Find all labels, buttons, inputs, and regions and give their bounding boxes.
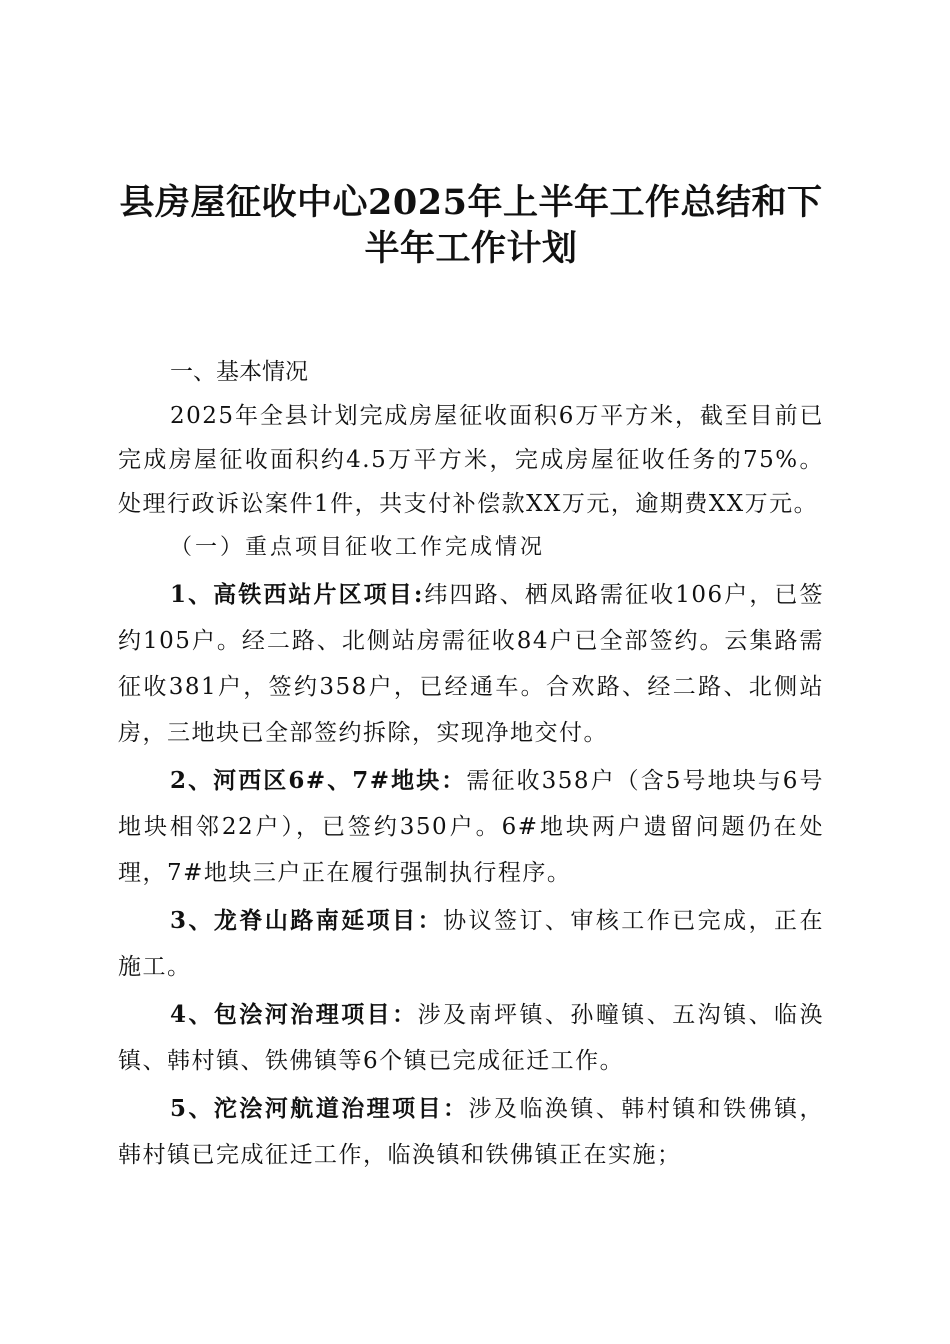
- project-item: [118, 758, 824, 896]
- project-item-lead: 1、高铁西站片区项目:: [170, 581, 424, 608]
- project-item-text: 协议签订、审核工作已完成，正在施工。: [118, 908, 824, 980]
- basic-situation-paragraph: 2025年全县计划完成房屋征收面积6万平方米，截至目前已完成房屋征收面积约4.5万平方米，完成房屋征收任务的75%。处理行政诉讼案件1件，共支付补偿款XX万元，逾期费XX万元。: [118, 403, 824, 517]
- project-item-lead: 2、河西区6#、7#地块：: [170, 767, 467, 794]
- project-item-text: 涉及临涣镇、韩村镇和铁佛镇，韩村镇已完成征迁工作，临涣镇和铁佛镇正在实施；: [118, 1096, 825, 1168]
- document-page: [118, 180, 824, 1178]
- project-item: [118, 992, 824, 1084]
- project-item: [118, 898, 824, 990]
- project-item-lead: 5、沱浍河航道治理项目：: [170, 1095, 469, 1122]
- project-item-text: 纬四路、栖凤路需征收106户，已签约105户。经二路、北侧站房需征收84户已全部签约。云集路需征收381户，签约358户，已经通车。合欢路、经二路、北侧站房，三地块已全部签约拆除，实现净地交付。: [118, 582, 824, 746]
- project-item: [118, 1086, 824, 1178]
- project-item-lead: 3、龙脊山路南延项目：: [170, 907, 444, 934]
- section-heading-basic-situation: 一、基本情况: [170, 359, 308, 385]
- project-item: [118, 572, 824, 756]
- project-item-lead: 4、包浍河治理项目：: [170, 1001, 418, 1028]
- project-item-text: 需征收358户（含5号地块与6号地块相邻22户），已签约350户。6#地块两户遗留问题仍在处理，7#地块三户正在履行强制执行程序。: [118, 768, 824, 886]
- subsection-heading-key-projects: （一）重点项目征收工作完成情况: [170, 535, 546, 560]
- project-item-text: 涉及南坪镇、孙疃镇、五沟镇、临涣镇、韩村镇、铁佛镇等6个镇已完成征迁工作。: [118, 1002, 825, 1074]
- document-title: 县房屋征收中心2025年上半年工作总结和下半年工作计划: [119, 182, 823, 269]
